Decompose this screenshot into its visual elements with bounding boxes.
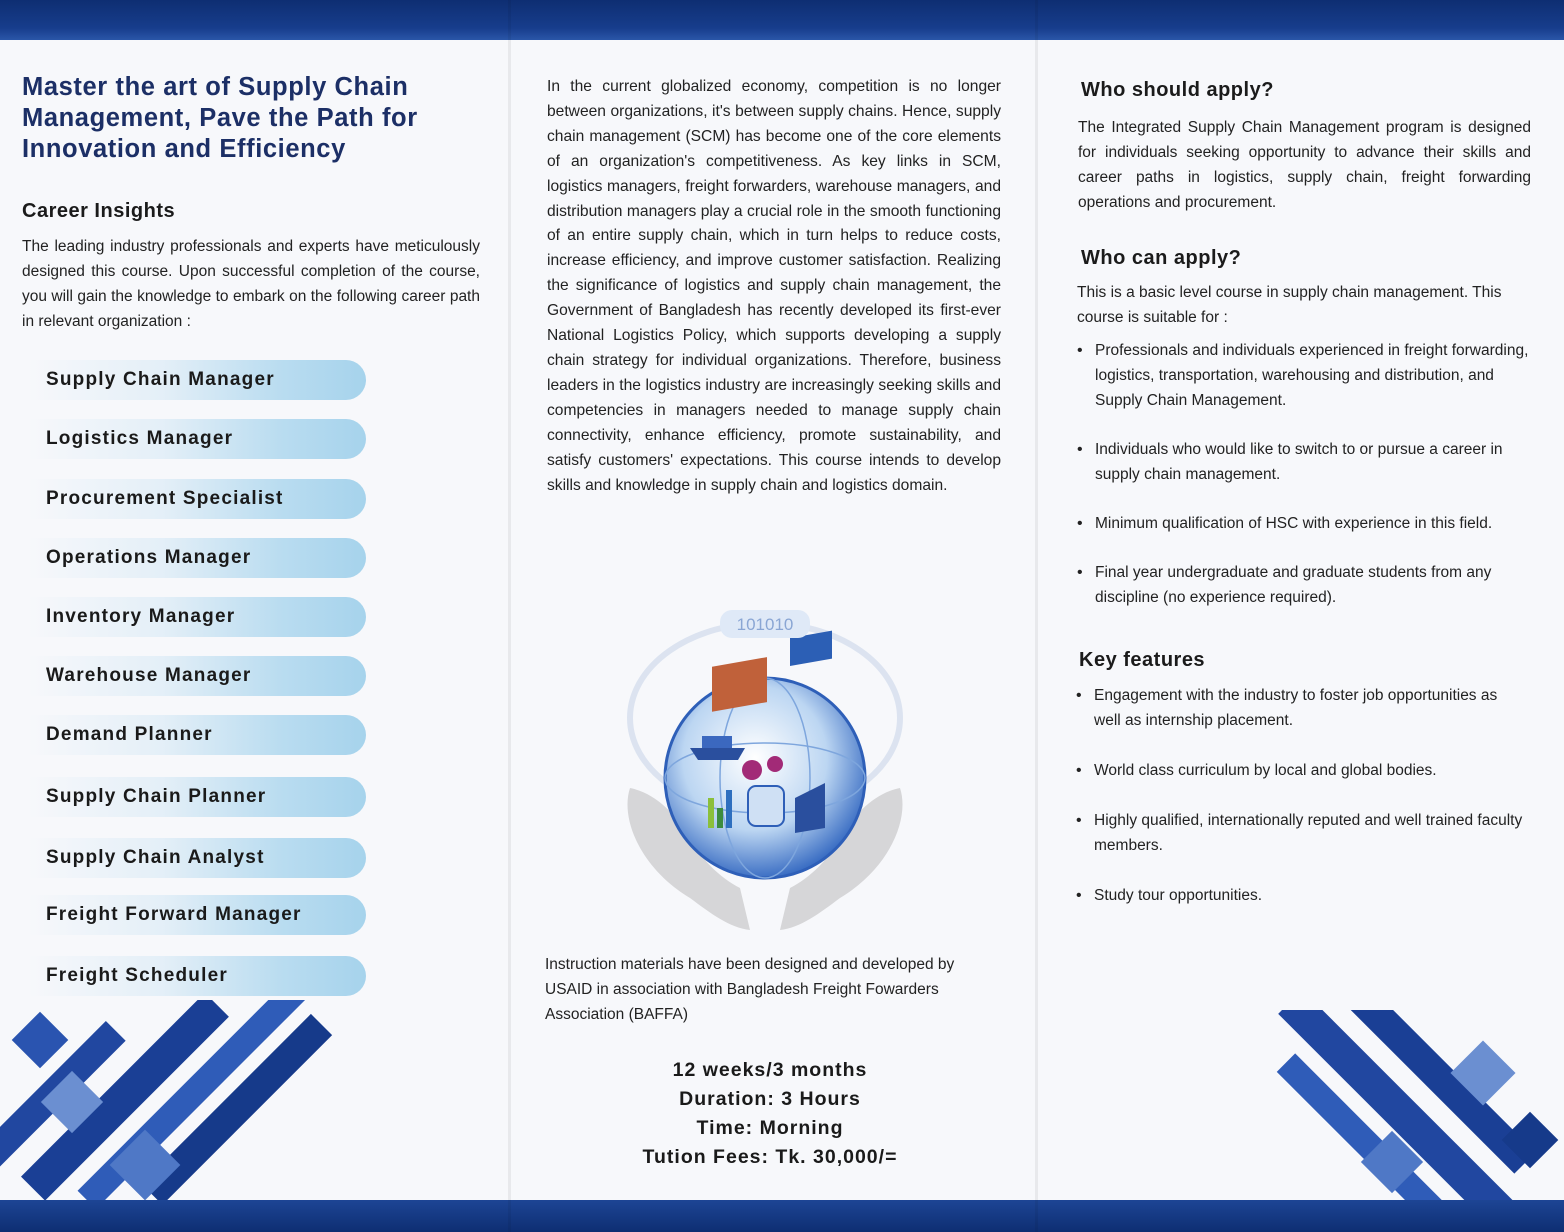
career-pill bbox=[28, 360, 366, 400]
career-pill bbox=[28, 597, 366, 637]
career-label: Inventory Manager bbox=[46, 606, 236, 627]
intro-paragraph: In the current globalized economy, competition is no longer between organizations, it's between supply chains. Hence, supply chain management (SCM) has become one of the core elements of an organization's competitiveness. As key links in SCM, logistics managers, freight forwarders, warehouse managers, and distribution managers play a crucial role in the smooth functioning of an entire supply chain, which in turn helps to reduce costs, increase efficiency, and improve customer satisfaction. Realizing the significance of logistics and supply chain management, the Government of Bangladesh has recently developed its first-ever National Logistics Policy, which supports developing a supply chain strategy for individual organizations. Therefore, business leaders in the logistics industry are increasingly seeking skills and competencies in managers needed to manage supply chain connectivity, enhance efficiency, promote sustainability, and satisfy customers' expectations. This course intends to develop skills and knowledge in supply chain and logistics domain. bbox=[547, 78, 1001, 494]
instruction-note: Instruction materials have been designed and developed by USAID in association with Bangladesh Freight Fowarders Association (BAFFA) bbox=[545, 956, 955, 1023]
binary-label: 101010 bbox=[736, 615, 794, 634]
hero-title: Master the art of Supply Chain Management, Pave the Path for Innovation and Efficiency bbox=[22, 73, 418, 163]
bottom-banner bbox=[0, 1200, 1564, 1232]
list-item: • Individuals who would like to switch to or pursue a career in supply chain management. bbox=[1077, 437, 1529, 487]
career-insights-heading: Career Insights bbox=[22, 200, 176, 222]
career-label: Supply Chain Manager bbox=[46, 369, 275, 390]
who-can-apply-list bbox=[1077, 338, 1529, 610]
who-should-apply-heading: Who should apply? bbox=[1081, 79, 1274, 101]
class-time: Time: Morning bbox=[696, 1117, 844, 1139]
list-item: • World class curriculum by local and global bodies. bbox=[1076, 758, 1528, 783]
list-item: • Study tour opportunities. bbox=[1076, 883, 1528, 908]
duration-weeks: 12 weeks/3 months bbox=[672, 1059, 868, 1081]
fold-line bbox=[1035, 0, 1038, 1232]
top-banner bbox=[0, 0, 1564, 40]
globe-hands-illustration bbox=[620, 598, 910, 933]
career-pill bbox=[28, 538, 366, 578]
career-pill bbox=[28, 479, 366, 519]
career-pill bbox=[28, 419, 366, 459]
career-pill bbox=[28, 715, 366, 755]
who-should-apply-text: The Integrated Supply Chain Management program is designed for individuals seeking opportunity to advance their skills and career paths in logistics, supply chain, freight forwarding operations and procurement. bbox=[1078, 119, 1531, 211]
career-label: Demand Planner bbox=[46, 724, 213, 745]
career-label: Warehouse Manager bbox=[46, 665, 252, 686]
list-item: • Final year undergraduate and graduate students from any discipline (no experience required). bbox=[1077, 560, 1529, 610]
career-label: Logistics Manager bbox=[46, 428, 234, 449]
key-features-heading: Key features bbox=[1079, 649, 1206, 671]
career-pill bbox=[28, 777, 366, 817]
who-can-apply-heading: Who can apply? bbox=[1081, 247, 1242, 269]
career-label: Supply Chain Planner bbox=[46, 786, 267, 807]
career-label: Freight Forward Manager bbox=[46, 904, 302, 925]
key-features-list bbox=[1076, 683, 1528, 908]
career-pill bbox=[28, 956, 366, 996]
decorative-blocks-left bbox=[0, 1000, 360, 1200]
career-pill bbox=[28, 895, 366, 935]
duration-hours: Duration: 3 Hours bbox=[679, 1088, 861, 1110]
career-label: Supply Chain Analyst bbox=[46, 847, 265, 868]
decorative-blocks-right bbox=[1200, 1010, 1564, 1200]
career-label: Operations Manager bbox=[46, 547, 252, 568]
career-pill bbox=[28, 838, 366, 878]
list-item: • Professionals and individuals experienced in freight forwarding, logistics, transportation, warehousing and distribution, and Supply Chain Management. bbox=[1077, 338, 1529, 413]
career-label: Freight Scheduler bbox=[46, 965, 228, 986]
list-item: • Minimum qualification of HSC with experience in this field. bbox=[1077, 511, 1529, 536]
career-insights-text: The leading industry professionals and experts have meticulously designed this course. Upon successful completion of the course, you will gain the knowledge to embark on the following career path in relevant organization : bbox=[22, 238, 480, 330]
who-can-apply-text: This is a basic level course in supply chain management. This course is suitable for : bbox=[1077, 284, 1502, 326]
career-label: Procurement Specialist bbox=[46, 488, 284, 509]
career-pill bbox=[28, 656, 366, 696]
fold-line bbox=[508, 0, 511, 1232]
tuition-fees: Tution Fees: Tk. 30,000/= bbox=[642, 1146, 898, 1168]
list-item: • Highly qualified, internationally reputed and well trained faculty members. bbox=[1076, 808, 1528, 858]
list-item: • Engagement with the industry to foster job opportunities as well as internship placement. bbox=[1076, 683, 1528, 733]
